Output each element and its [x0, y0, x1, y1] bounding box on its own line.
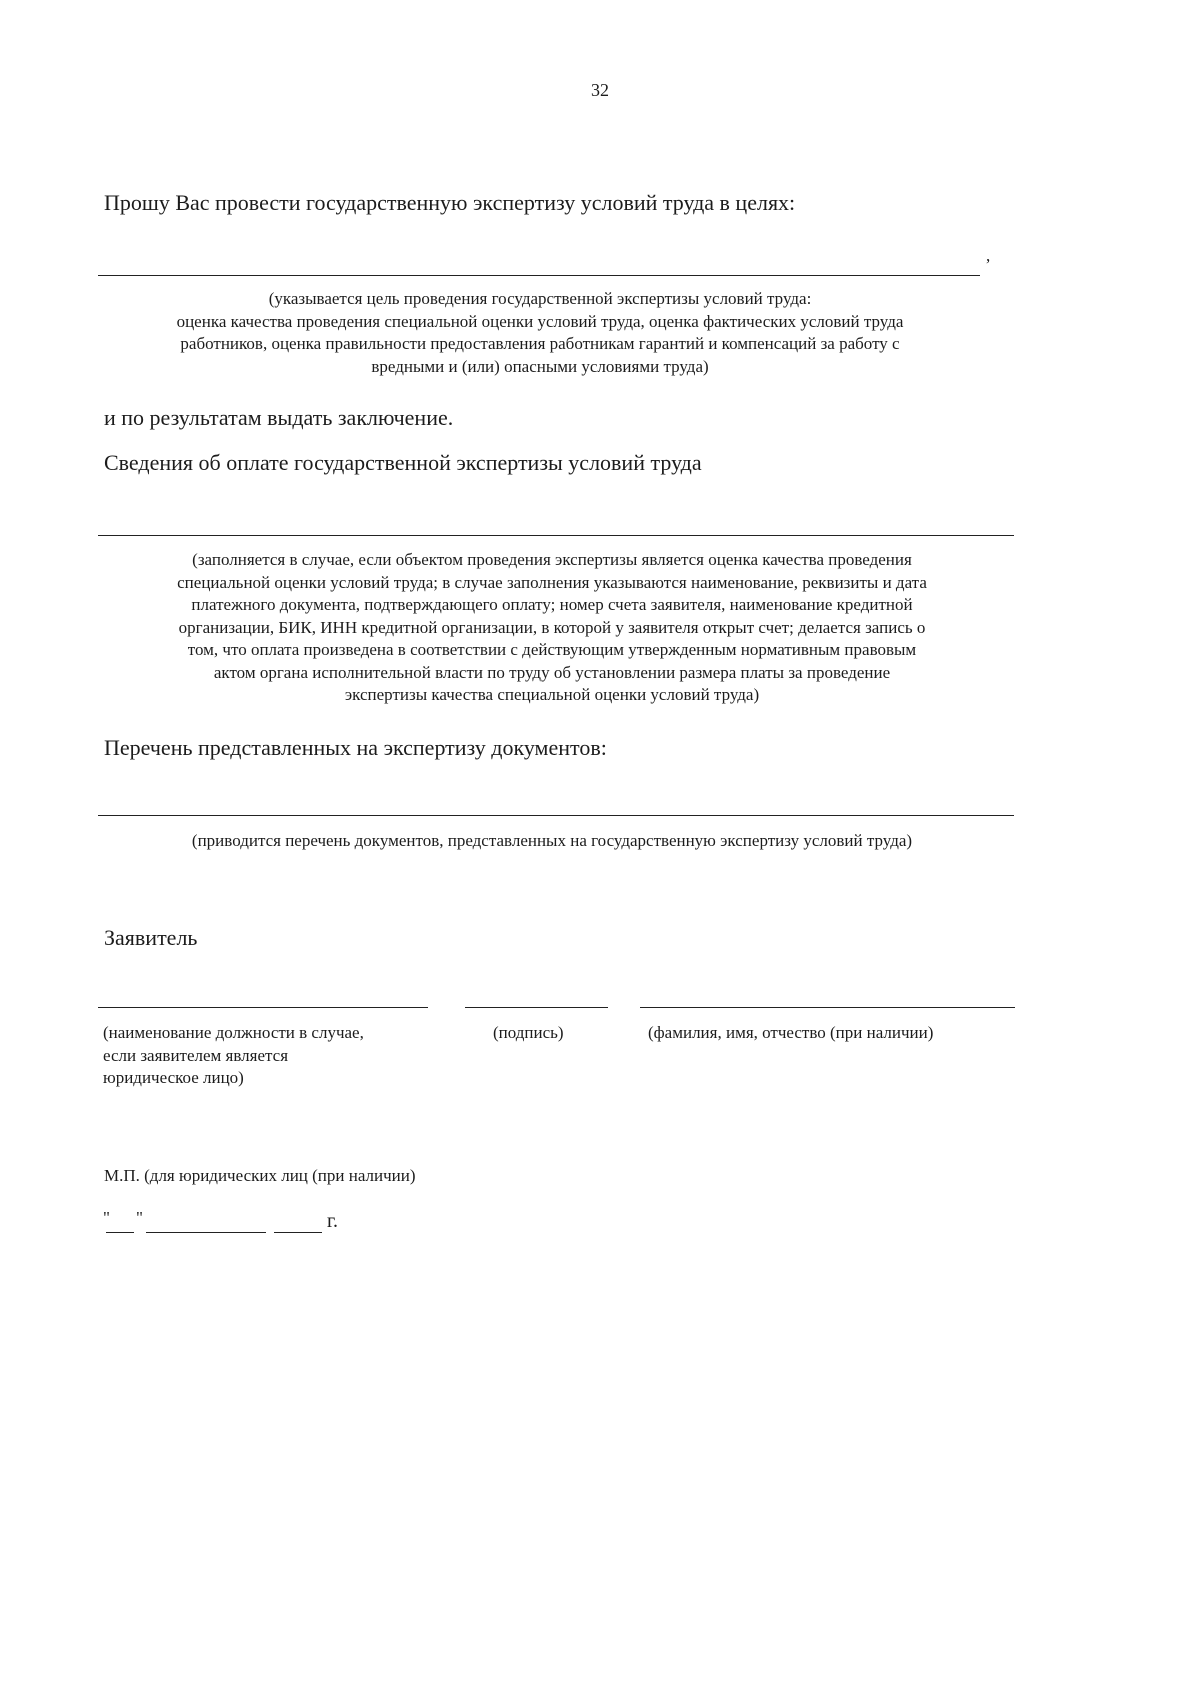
- date-year-line[interactable]: [274, 1232, 322, 1233]
- page-number: 32: [591, 80, 609, 100]
- applicant-label: Заявитель: [104, 925, 198, 950]
- position-hint: [103, 1022, 364, 1090]
- signature-line[interactable]: [465, 1007, 608, 1008]
- position-line[interactable]: [98, 1007, 428, 1008]
- payment-hint-line: том, что оплата произведена в соответствии с действующим утвержденным нормативным правовым: [187, 640, 917, 659]
- payment-hint: [96, 549, 1008, 707]
- trailing-comma: ,: [986, 246, 991, 265]
- payment-heading: Сведения об оплате государственной экспертизы условий труда: [104, 450, 702, 475]
- payment-line[interactable]: [98, 535, 1014, 536]
- purpose-hint-line: вредными и (или) опасными условиями труда): [371, 356, 709, 376]
- payment-hint-line: организации, БИК, ИНН кредитной организации, в которой у заявителя открыт счет; делается запись о: [178, 617, 926, 637]
- payment-hint-line: специальной оценки условий труда; в случае заполнения указываются наименование, реквизиты и дата: [177, 572, 927, 592]
- purpose-heading: Прошу Вас провести государственную экспертизу условий труда в целях:: [104, 190, 796, 215]
- position-hint-line: (наименование должности в случае,: [103, 1023, 364, 1042]
- purpose-hint-line: (указывается цель проведения государственной экспертизы условий труда:: [268, 289, 812, 308]
- signature-hint: (подпись): [493, 1023, 564, 1042]
- date-open-quote: ": [103, 1208, 110, 1227]
- position-hint-line: если заявителем является: [103, 1045, 289, 1065]
- payment-hint-line: (заполняется в случае, если объектом проведения экспертизы является оценка качества проведения: [192, 550, 912, 569]
- purpose-hint: [90, 288, 990, 378]
- stamp-label: М.П. (для юридических лиц (при наличии): [104, 1166, 416, 1185]
- name-hint: (фамилия, имя, отчество (при наличии): [648, 1023, 934, 1042]
- name-line[interactable]: [640, 1007, 1015, 1008]
- position-hint-line: юридическое лицо): [103, 1068, 244, 1087]
- documents-line[interactable]: [98, 815, 1014, 816]
- payment-hint-line: платежного документа, подтверждающего оплату; номер счета заявителя, наименование кредитной: [191, 595, 913, 614]
- date-close-quote: ": [136, 1208, 143, 1227]
- payment-hint-line: актом органа исполнительной власти по труду об установлении размера платы за проведение: [213, 662, 891, 682]
- documents-hint: (приводится перечень документов, представленных на государственную экспертизу условий труда): [191, 831, 913, 850]
- purpose-hint-line: оценка качества проведения специальной оценки условий труда, оценка фактических условий труда: [176, 311, 904, 331]
- documents-heading: Перечень представленных на экспертизу документов:: [104, 735, 607, 760]
- payment-hint-line: экспертизы качества специальной оценки условий труда): [344, 685, 760, 704]
- purpose-line[interactable]: [98, 275, 980, 276]
- date-day-line[interactable]: [106, 1232, 134, 1233]
- conclusion-text: и по результатам выдать заключение.: [104, 405, 454, 430]
- purpose-hint-line: работников, оценка правильности предоставления работникам гарантий и компенсаций за работу с: [180, 334, 900, 353]
- date-year-suffix: г.: [327, 1210, 338, 1232]
- date-month-line[interactable]: [146, 1232, 266, 1233]
